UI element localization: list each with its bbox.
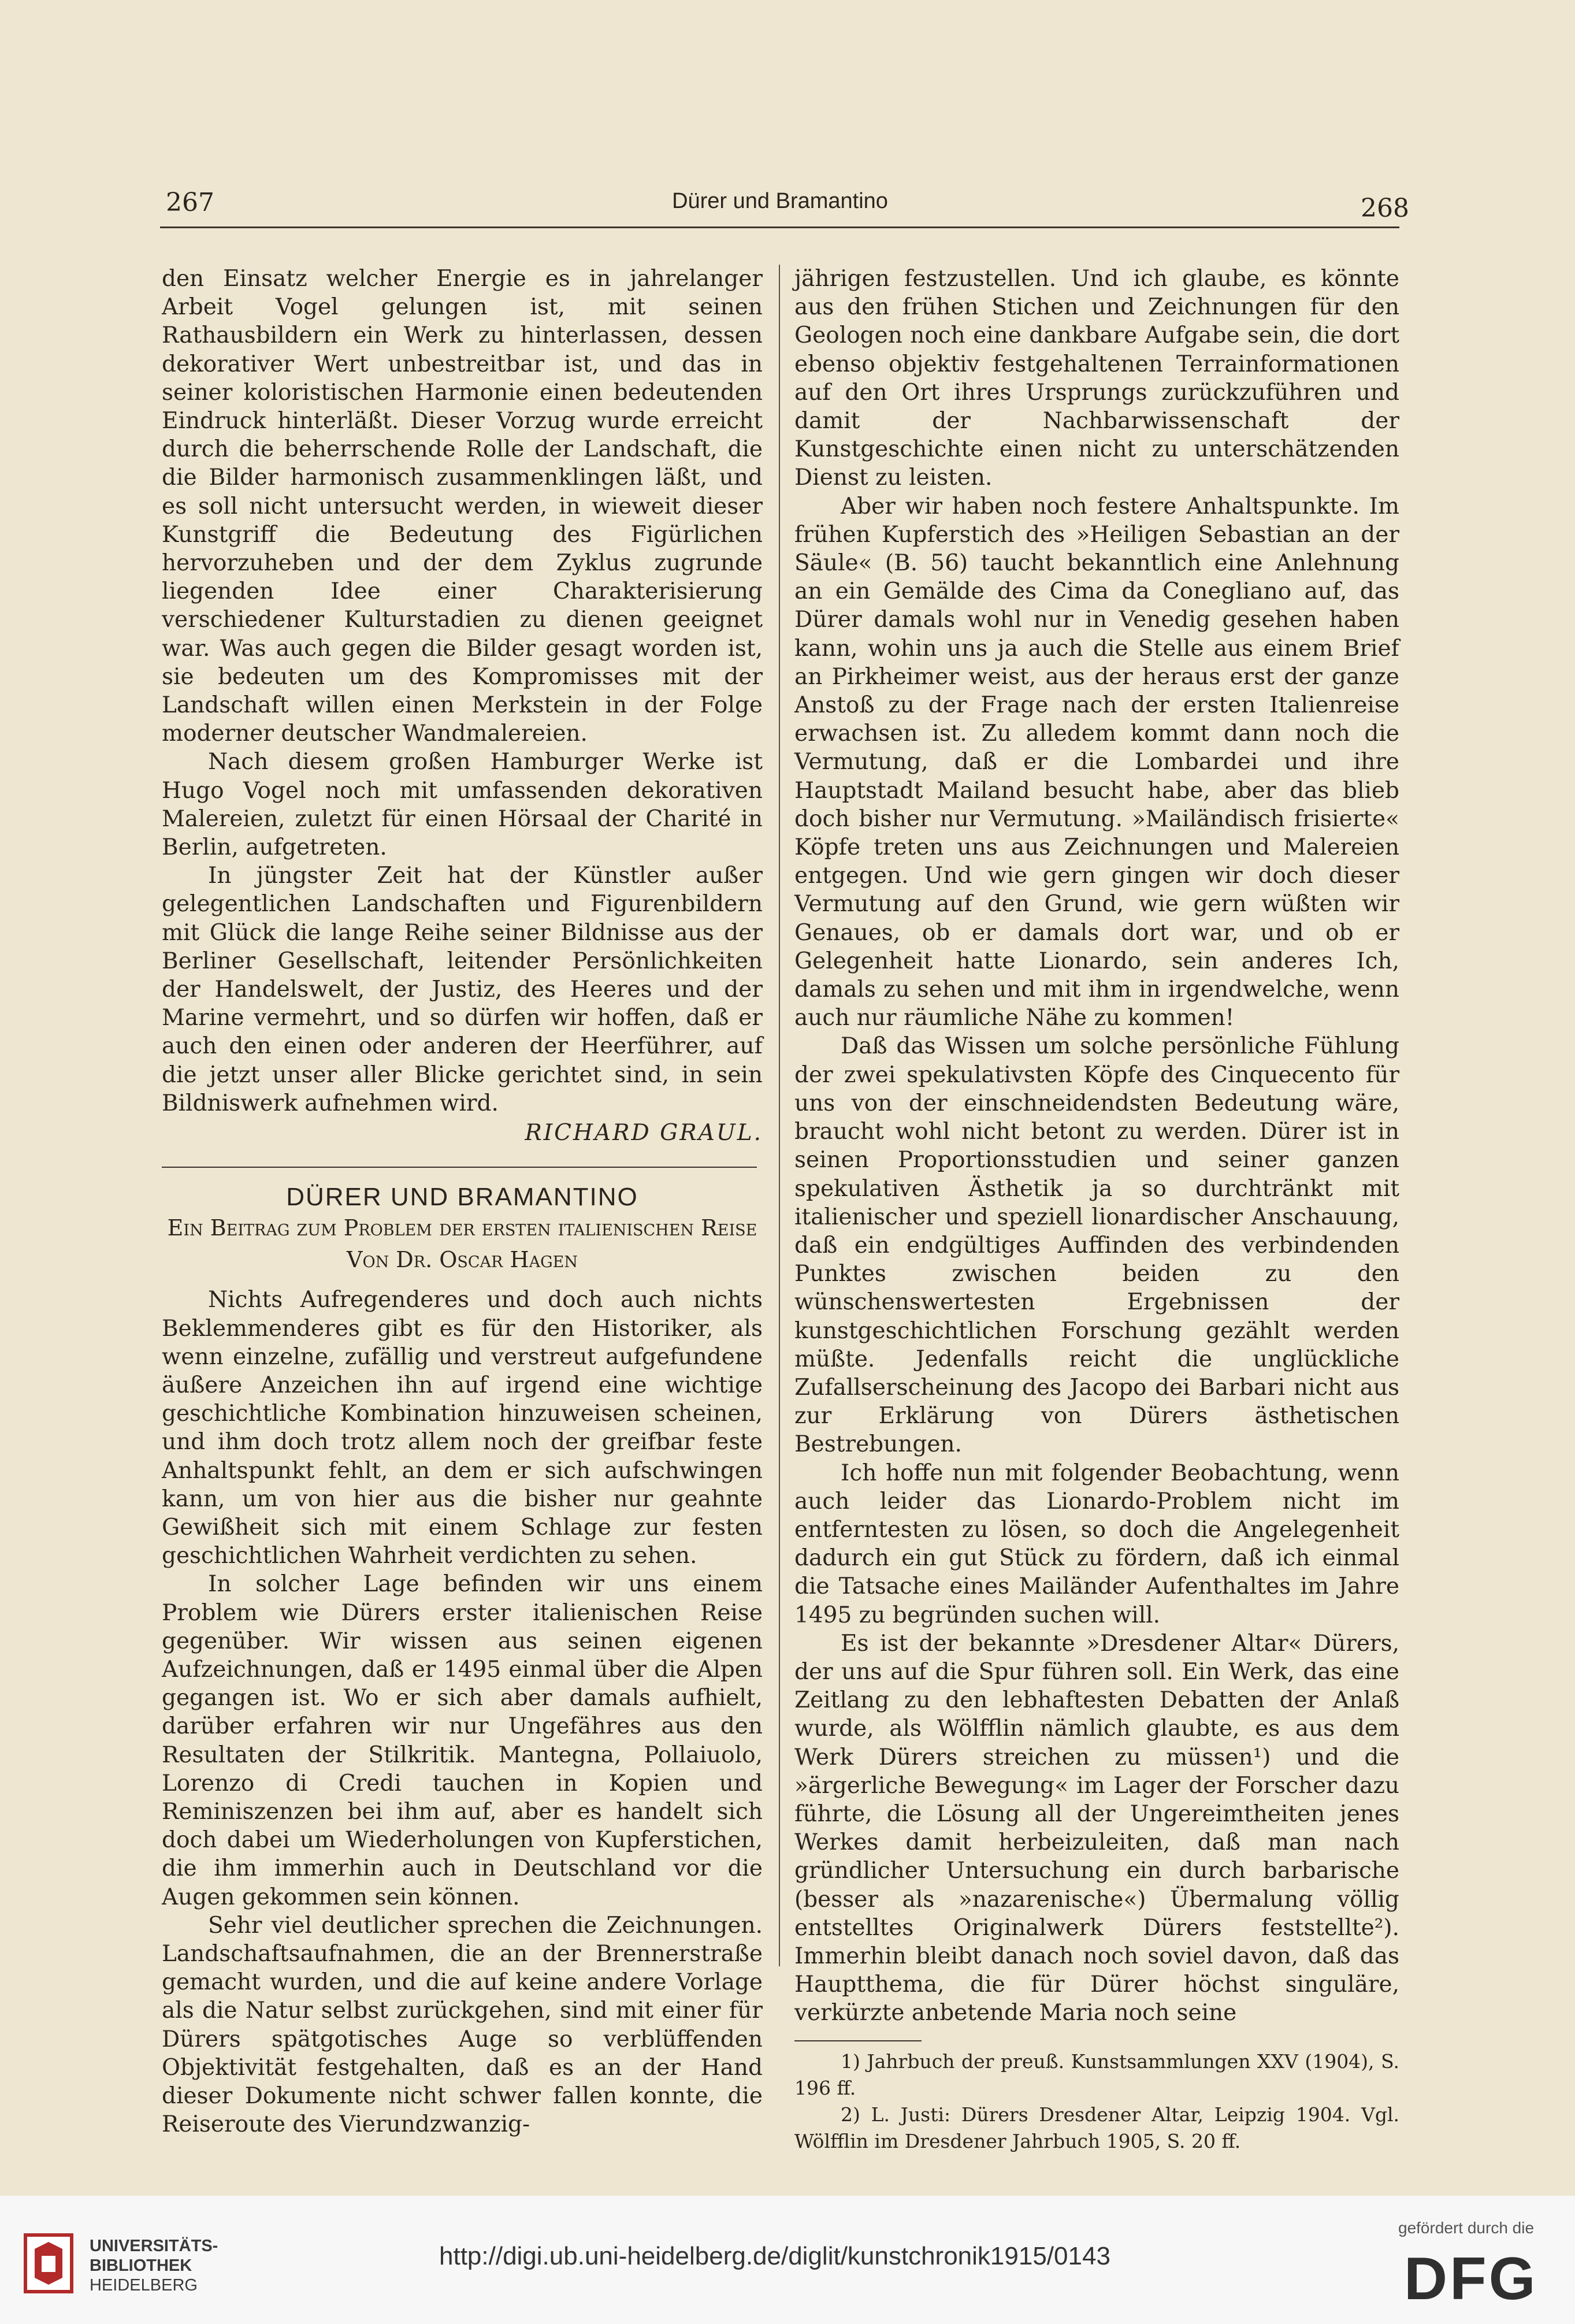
footnote: 1) Jahrbuch der preuß. Kunstsammlungen XXV (1904), S. 196 ff.: [794, 2050, 1399, 2099]
dfg-logo[interactable]: DFG: [1404, 2245, 1538, 2312]
paragraph: Es ist der bekannte »Dresdener Altar« Dürers, der uns auf die Spur führen soll. Ein Werk, das eine Zeitlang zu den lebhaftesten Debatten der Anlaß wurde, als Wölfflin nämlich glaubte, es aus dem Werk Dürers streichen zu müssen¹) und die »ärgerliche Bewegung« im Lager der Forscher dazu führte, die Lösung all der Ungereimtheiten jenes Werkes damit herbeizuleiten, daß man nach gründlicher Untersuchung ein durch barbarische (besser als »nazarenische«) Übermalung völlig entstelltes Originalwerk Dürers feststellte²). Immerhin bleibt danach noch soviel davon, daß das Hauptthema, die für Dürer höchst singuläre, verkürzte anbetende Maria noch seine: [794, 1630, 1399, 2026]
paragraph: In jüngster Zeit hat der Künstler außer gelegentlichen Landschaften und Figurenbildern mit Glück die lange Reihe seiner Bildnisse aus der Berliner Gesellschaft, leitender Persönlichkeiten der Handelswelt, der Justiz, des Heeres und der Marine vermehrt, und so dürfen wir hoffen, daß er auch den einen oder anderen der Heerführer, auf die jetzt unser aller Blicke gerichtet sind, in sein Bildniswerk aufnehmen wird.: [162, 863, 763, 1116]
paragraph: In solcher Lage befinden wir uns einem Problem wie Dürers erster italienischen Reise gegenüber. Wir wissen aus seinen eigenen Aufzeichnungen, daß er 1495 einmal über die Alpen gegangen ist. Wo er sich aber damals aufhielt, darüber erfahren wir nur Ungefähres aus den Resultaten der Stilkritik. Mantegna, Pollaiuolo, Lorenzo di Credi tauchen in Kopien und Reminiszenzen bei ihm auf, aber es handelt sich doch dabei um Wiederholungen von Kupferstichen, die ihm immerhin auch in Deutschland vor die Augen gekommen sein können.: [162, 1571, 763, 1910]
left-page-number: 267: [166, 188, 214, 217]
right-column: [794, 265, 1399, 2155]
paragraph: Sehr viel deutlicher sprechen die Zeichnungen. Landschaftsaufnahmen, die an der Brennerstraße gemacht wurden, und die auf keine andere Vorlage als die Natur selbst zurückgehen, sind mit einer für Dürers spätgotisches Auge so verblüffenden Objektivität festgehalten, daß es an der Hand dieser Dokumente nicht schwer fallen konnte, die Reiseroute des Vierundzwanzig-: [162, 1912, 763, 2138]
article-byline: Von Dr. Oscar Hagen: [347, 1247, 578, 1273]
header-rule: [160, 227, 1399, 228]
paragraph: den Einsatz welcher Energie es in jahrelanger Arbeit Vogel gelungen ist, mit seinen Rathausbildern ein Werk zu hinterlassen, dessen dekorativer Wert unbestreitbar ist, und das in seiner koloristischen Harmonie einen bedeutenden Eindruck hinterläßt. Dieser Vorzug wurde erreicht durch die beherrschende Rolle der Landschaft, die die Bilder harmonisch zusammenklingen läßt, und es soll nicht untersucht werden, in wieweit dieser Kunstgriff die Bedeutung des Figürlichen hervorzuheben und der dem Zyklus zugrunde liegenden Idee einer Charakterisierung verschiedener Kulturstadien zu dienen geeignet war. Was auch gegen die Bilder gesagt worden ist, sie bedeuten um des Kompromisses mit der Landschaft willen einen Merkstein in der Folge moderner deutscher Wandmalereien.: [162, 266, 763, 747]
library-line: BIBLIOTHEK: [90, 2256, 192, 2275]
library-line: HEIDELBERG: [90, 2276, 198, 2295]
funded-by-text: gefördert durch die: [1398, 2219, 1535, 2237]
column-divider: [779, 265, 780, 1966]
paragraph: jährigen festzustellen. Und ich glaube, es könnte aus den frühen Stichen und Zeichnungen für den Geologen noch eine dankbare Aufgabe sein, die dort ebenso objektiv festgehaltenen Terrainformationen auf den Ort ihres Ursprungs zurückzuführen und damit der Nachbarwissenschaft der Kunstgeschichte einen nicht zu unterschätzenden Dienst zu leisten.: [794, 266, 1399, 491]
paragraph: Nichts Aufregenderes und doch auch nichts Beklemmenderes gibt es für den Historiker, als wenn einzelne, zufällig und verstreut aufgefundene äußere Anzeichen ihn auf irgend eine wichtige geschichtliche Kombination hinzuweisen scheinen, und ihm doch trotz allem noch der greifbar feste Anhaltspunkt fehlt, an dem er sich aufschwingen kann, um von hier aus die bisher nur geahnte Gewißheit sich mit einem Schlage zur festen geschichtlichen Wahrheit verdichten zu sehen.: [162, 1287, 763, 1569]
paragraph: Nach diesem großen Hamburger Werke ist Hugo Vogel noch mit umfassenden dekorativen Malereien, zuletzt für einen Hörsaal der Charité in Berlin, aufgetreten.: [162, 749, 763, 861]
library-logo-icon[interactable]: [23, 2232, 74, 2295]
footnote: 2) L. Justi: Dürers Dresdener Altar, Leipzig 1904. Vgl. Wölfflin im Dresdener Jahrbuch 1905, S. 20 ff.: [794, 2103, 1399, 2152]
paragraph: Aber wir haben noch festere Anhaltspunkte. Im frühen Kupferstich des »Heiligen Sebastian an der Säule« (B. 56) taucht bekanntlich eine Anlehnung an ein Gemälde des Cima da Conegliano auf, das Dürer damals wohl nur in Venedig gesehen haben kann, wohin uns ja auch die Stelle aus einem Brief an Pirkheimer weist, aus der heraus erst der ganze Anstoß zu der Frage nach der ersten Italienreise erwachsen ist. Zu alledem kommt dann noch die Vermutung, daß er die Lombardei und ihre Hauptstadt Mailand besucht habe, aber das blieb doch bisher nur Vermutung. »Mailändisch frisierte« Köpfe treten uns aus Zeichnungen und Malereien entgegen. Und wie gern gingen wir doch dieser Vermutung auf den Grund, wie gern wüßten wir Genaues, ob er damals dort war, und ob er Gelegenheit hatte Lionardo, sein anderes Ich, damals zu sehen und mit ihm in irgendwelche, wenn auch nur räumliche Nähe zu kommen!: [794, 493, 1399, 1031]
footnote-rule: [794, 2040, 922, 2041]
section-rule: [162, 1167, 757, 1168]
running-title: Dürer und Bramantino: [672, 189, 888, 213]
article-title: DÜRER UND BRAMANTINO: [286, 1183, 638, 1212]
paragraph: Daß das Wissen um solche persönliche Fühlung der zwei spekulativsten Köpfe des Cinquecento für uns von der einschneidendsten Bedeutung wäre, braucht wohl nicht betont zu werden. Dürer ist in seinen Proportionsstudien und seiner ganzen spekulativen Ästhetik ja so durchtränkt mit italienischer und speziell lionardischer Anschauung, daß ein endgültiges Auffinden des verbindenden Punktes zwischen beiden zu den wünschenswertesten Ergebnissen der kunstgeschichtlichen Forschung gezählt werden müßte. Jedenfalls reicht die unglückliche Zufallserscheinung des Jacopo dei Barbari nicht aus zur Erklärung von Dürers ästhetischen Bestrebungen.: [794, 1033, 1399, 1458]
source-url-link[interactable]: http://digi.ub.uni-heidelberg.de/diglit/kunstchronik1915/0143: [439, 2242, 1110, 2270]
right-page-number: 268: [1361, 194, 1409, 223]
library-line: UNIVERSITÄTS-: [90, 2237, 218, 2255]
left-column: [162, 265, 763, 2139]
library-name[interactable]: [90, 2236, 218, 2295]
article-subtitle: Ein Beitrag zum Problem der ersten italienischen Reise: [167, 1215, 757, 1241]
author-signature: RICHARD GRAUL.: [525, 1120, 763, 1146]
paragraph: Ich hoffe nun mit folgender Beobachtung, wenn auch leider das Lionardo-Problem nicht im entferntesten zu lösen, so doch die Angelegenheit dadurch ein gut Stück zu fördern, daß ich einmal die Tatsache eines Mailänder Aufenthaltes im Jahre 1495 zu begründen suchen will.: [794, 1460, 1399, 1628]
